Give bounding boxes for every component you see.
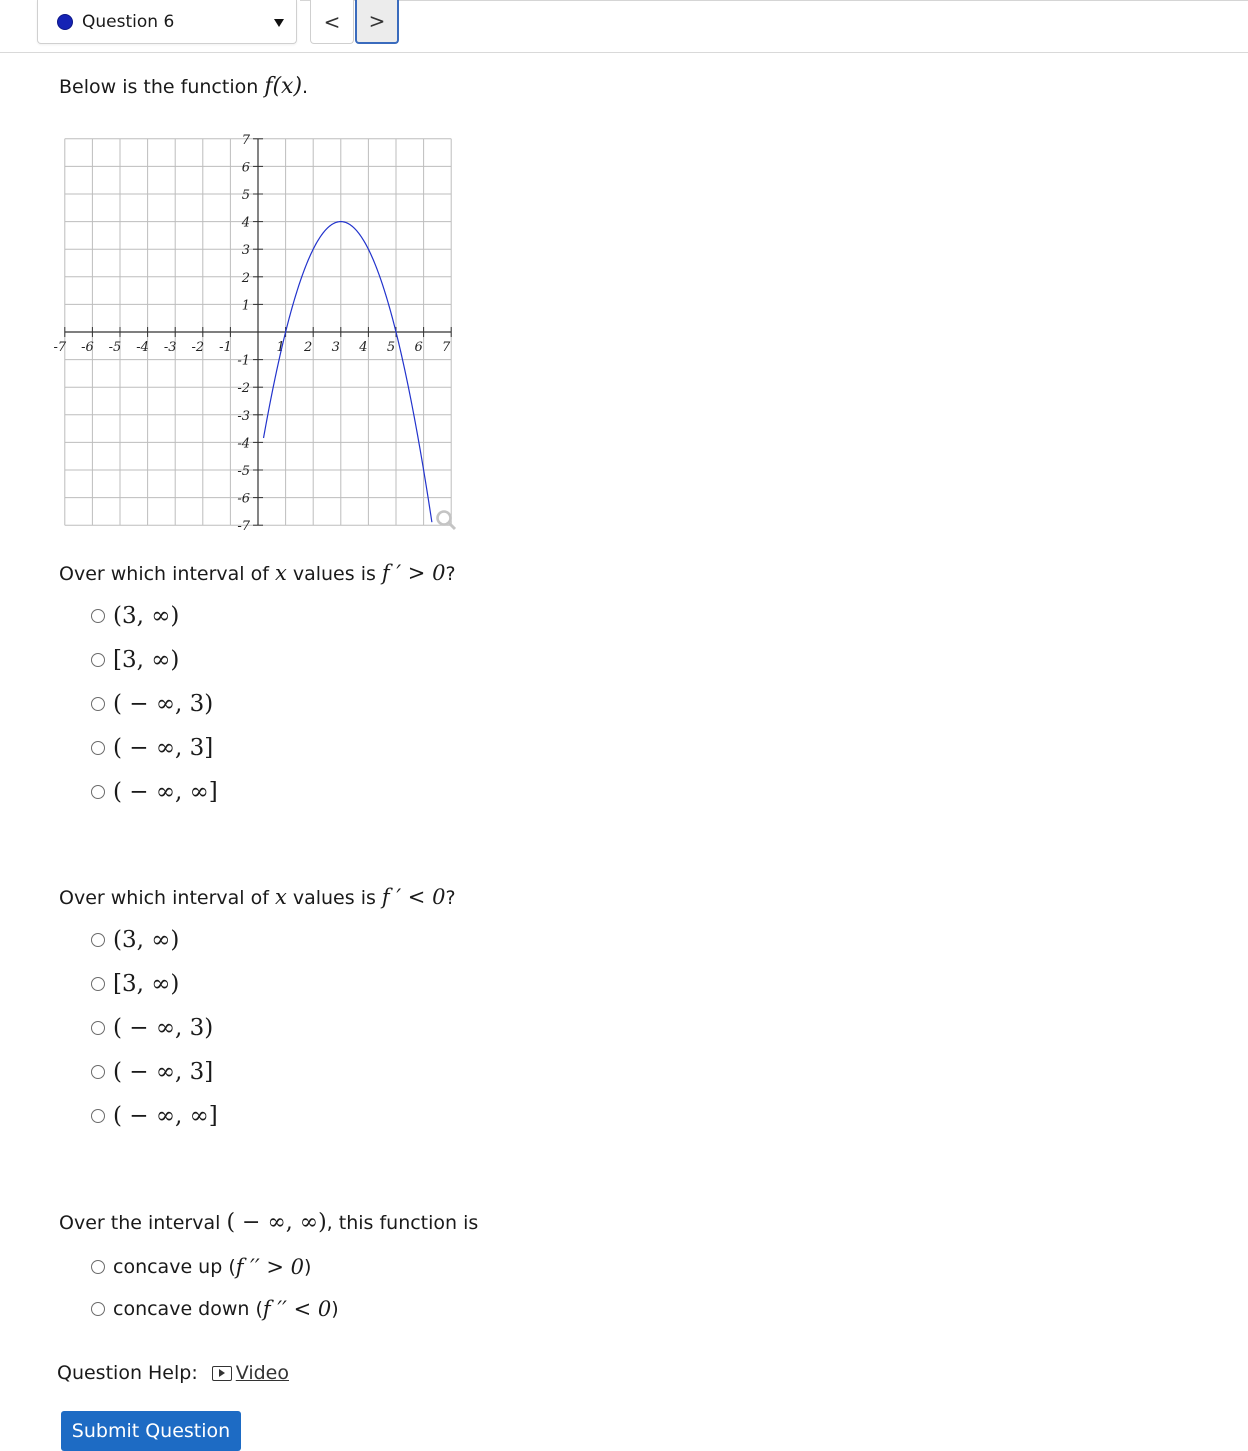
previous-question-button[interactable]: <	[310, 0, 354, 44]
q2-mid: values is	[286, 887, 382, 909]
x-tick-label: 2	[304, 340, 313, 355]
q2-option-2[interactable]	[91, 969, 179, 999]
radio-button[interactable]	[91, 1260, 105, 1274]
intro-math: f(x)	[264, 74, 303, 99]
x-tick-label: -6	[81, 340, 94, 355]
q1-option-4[interactable]	[91, 733, 213, 763]
q2-var: x	[274, 885, 287, 909]
q1-suffix: ?	[445, 563, 456, 585]
option-label: concave down (	[113, 1298, 263, 1320]
radio-button[interactable]	[91, 1021, 105, 1035]
y-tick-label: -1	[237, 353, 250, 369]
option-interval: ( − ∞, 3)	[113, 1015, 214, 1041]
q3-interval: ( − ∞, ∞)	[226, 1210, 327, 1235]
q1-option-2[interactable]	[91, 645, 179, 675]
graph-tick-labels	[53, 133, 451, 534]
q2-option-5[interactable]	[91, 1101, 218, 1131]
q1-option-5[interactable]	[91, 777, 218, 807]
q2-option-1[interactable]	[91, 925, 179, 955]
q3-option-concave-down[interactable]	[91, 1294, 339, 1324]
nav-divider	[0, 52, 1248, 53]
graph-axes	[65, 139, 451, 525]
x-tick-label: 6	[414, 340, 423, 355]
q1-option-1[interactable]	[91, 601, 179, 631]
option-interval: ( − ∞, ∞]	[113, 779, 218, 805]
q3-suffix: , this function is	[326, 1212, 479, 1234]
y-tick-label: -3	[237, 408, 250, 424]
radio-button[interactable]	[91, 933, 105, 947]
q3-option-concave-up[interactable]	[91, 1252, 311, 1282]
option-label: concave up (	[113, 1256, 236, 1278]
y-tick-label: 1	[241, 298, 250, 314]
y-tick-label: -5	[237, 464, 250, 479]
question-1-prompt	[59, 561, 456, 585]
top-border	[300, 0, 1248, 1]
question-2-prompt	[59, 885, 456, 909]
y-tick-label: 4	[241, 215, 250, 231]
option-interval: ( − ∞, 3)	[113, 691, 214, 717]
q2-prefix: Over which interval of	[59, 887, 275, 909]
y-tick-label: 2	[241, 270, 250, 286]
x-tick-label: -4	[136, 340, 149, 355]
submit-question-button[interactable]: Submit Question	[61, 1411, 241, 1451]
question-selector-label: Question 6	[82, 12, 175, 32]
caret-down-icon	[274, 19, 284, 27]
radio-button[interactable]	[91, 1109, 105, 1123]
x-tick-label: 1	[276, 340, 285, 355]
function-curve	[264, 222, 432, 523]
x-tick-label: 3	[331, 340, 340, 355]
option-interval: ( − ∞, 3]	[113, 1059, 214, 1085]
option-expr: f ′′ > 0	[235, 1255, 305, 1279]
y-tick-label: -7	[237, 519, 250, 535]
x-tick-label: 4	[359, 340, 368, 355]
x-tick-label: -5	[108, 340, 122, 355]
option-interval: ( − ∞, 3]	[113, 735, 214, 761]
option-interval: [3, ∞)	[113, 971, 180, 997]
radio-button[interactable]	[91, 697, 105, 711]
option-interval: (3, ∞)	[113, 927, 180, 953]
x-tick-label: -2	[191, 340, 205, 355]
x-tick-label: 5	[386, 340, 396, 355]
x-tick-label: -3	[163, 340, 177, 355]
radio-button[interactable]	[91, 653, 105, 667]
function-graph[interactable]	[53, 132, 469, 535]
magnifier-icon[interactable]	[438, 512, 456, 530]
next-question-button[interactable]: >	[355, 0, 399, 44]
q2-option-3[interactable]	[91, 1013, 213, 1043]
y-tick-label: 7	[241, 132, 250, 148]
x-tick-label: 7	[442, 340, 451, 355]
y-tick-label: -6	[237, 491, 250, 507]
x-tick-label: -1	[219, 340, 232, 355]
video-play-icon[interactable]	[212, 1366, 232, 1381]
y-tick-label: 6	[241, 160, 250, 176]
radio-button[interactable]	[91, 741, 105, 755]
q1-expr: f ′ > 0	[381, 561, 446, 585]
option-close: )	[304, 1256, 312, 1278]
x-tick-label: -7	[53, 340, 67, 355]
question-selector[interactable]	[37, 0, 297, 44]
q2-suffix: ?	[445, 887, 456, 909]
y-tick-label: 5	[241, 188, 250, 203]
option-interval: ( − ∞, ∞]	[113, 1103, 218, 1129]
q1-var: x	[274, 561, 287, 585]
intro-text	[59, 74, 308, 99]
q3-prefix: Over the interval	[59, 1212, 227, 1234]
y-tick-label: -2	[237, 381, 250, 397]
radio-button[interactable]	[91, 1065, 105, 1079]
y-tick-label: 3	[241, 243, 250, 259]
option-expr: f ′′ < 0	[262, 1297, 332, 1321]
q2-expr: f ′ < 0	[381, 885, 446, 909]
q1-prefix: Over which interval of	[59, 563, 275, 585]
question-help-label: Question Help:	[57, 1362, 198, 1384]
radio-button[interactable]	[91, 609, 105, 623]
question-3-prompt	[59, 1210, 478, 1235]
radio-button[interactable]	[91, 1302, 105, 1316]
option-interval: [3, ∞)	[113, 647, 180, 673]
intro-end: .	[302, 76, 309, 98]
video-link[interactable]: Video	[235, 1362, 289, 1384]
q1-mid: values is	[286, 563, 382, 585]
q2-option-4[interactable]	[91, 1057, 213, 1087]
option-close: )	[331, 1298, 339, 1320]
y-tick-label: -4	[237, 436, 250, 452]
radio-button[interactable]	[91, 977, 105, 991]
intro-label: Below is the function	[59, 76, 265, 98]
radio-button[interactable]	[91, 785, 105, 799]
q1-option-3[interactable]	[91, 689, 213, 719]
status-dot-icon	[57, 14, 73, 30]
option-interval: (3, ∞)	[113, 603, 180, 629]
question-help	[57, 1362, 289, 1384]
